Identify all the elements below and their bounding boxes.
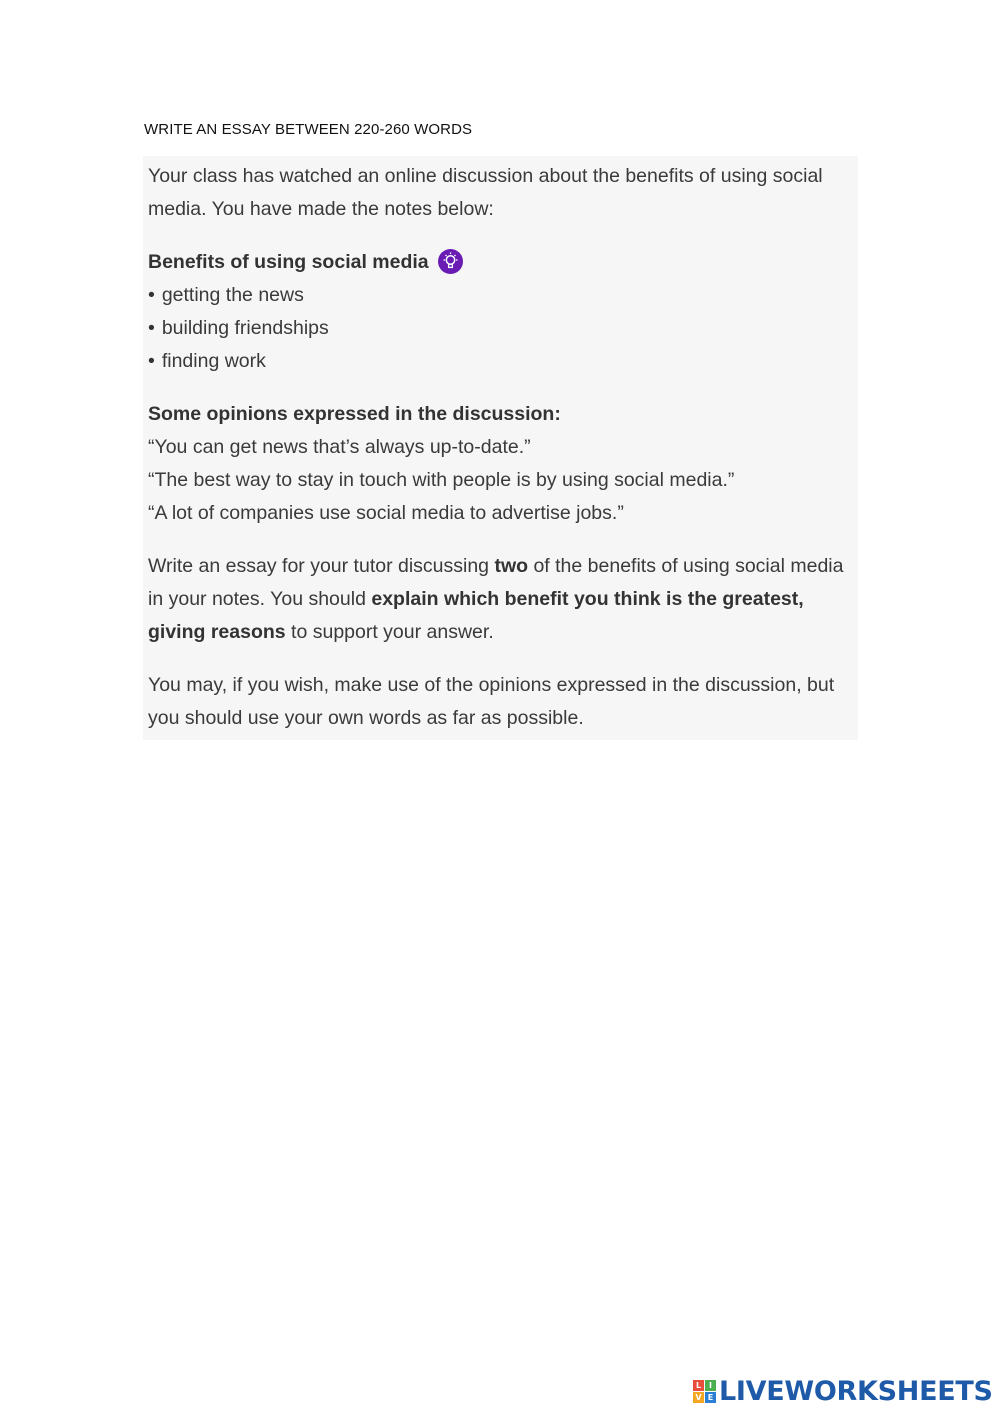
- instruction-text: to support your answer.: [285, 621, 494, 643]
- logo-square-l: L: [693, 1380, 704, 1391]
- logo-square-v: V: [693, 1392, 704, 1403]
- task-closing: You may, if you wish, make use of the opinions expressed in the discussion, but you should use your own words as far as possible.: [148, 674, 835, 729]
- instruction-text: Write an essay for your tutor discussing: [148, 555, 495, 577]
- logo-text: LIVEWORKSHEETS: [719, 1375, 993, 1407]
- logo-square-i: I: [705, 1380, 716, 1391]
- instruction-text: of the benefits of using social media in your notes. You should: [148, 555, 844, 610]
- task-instruction: [148, 550, 858, 649]
- lightbulb-icon[interactable]: [438, 249, 463, 274]
- notes-title: Benefits of using social media: [148, 251, 429, 273]
- notes-item: • building friendships: [148, 312, 858, 345]
- liveworksheets-logo: [693, 1375, 993, 1407]
- notes-item: • getting the news: [148, 279, 858, 312]
- instruction-emphasis: explain which benefit you think is the greatest, giving reasons: [148, 588, 804, 643]
- opinion-quote: “You can get news that’s always up-to-date.”: [148, 436, 531, 458]
- notes-item: • finding work: [148, 345, 858, 378]
- task-intro: Your class has watched an online discussion about the benefits of using social media. You have made the notes below:: [148, 165, 823, 220]
- instruction-emphasis: two: [494, 555, 529, 577]
- worksheet-heading: WRITE AN ESSAY BETWEEN 220-260 WORDS: [144, 121, 473, 138]
- opinions-title: Some opinions expressed in the discussion:: [148, 403, 561, 425]
- opinion-quote: “A lot of companies use social media to advertise jobs.”: [148, 502, 624, 524]
- notes-title-line: [148, 246, 858, 279]
- task-box: [143, 156, 858, 740]
- logo-square-e: E: [705, 1392, 716, 1403]
- opinion-quote: “The best way to stay in touch with people is by using social media.”: [148, 469, 735, 491]
- logo-mark: [693, 1380, 716, 1403]
